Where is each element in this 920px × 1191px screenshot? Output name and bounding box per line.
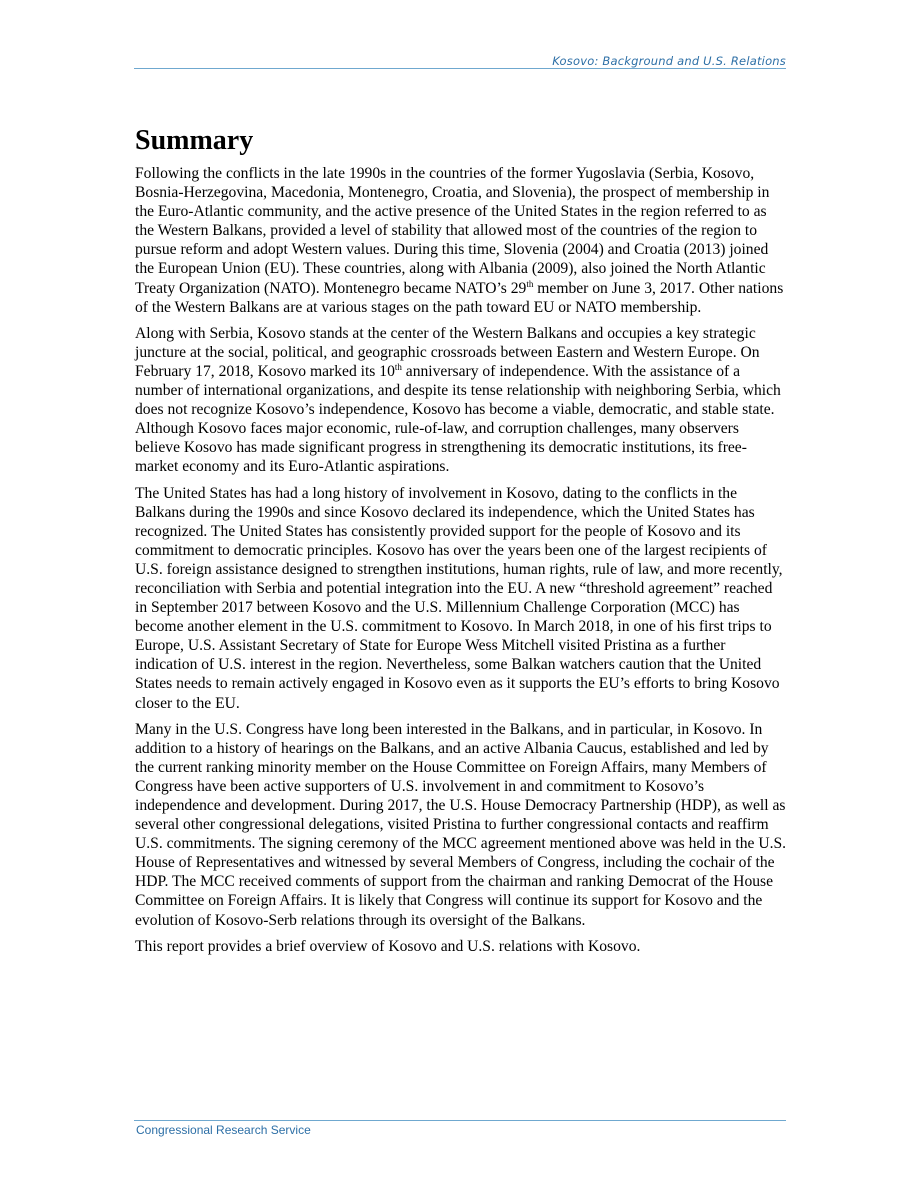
paragraph-2: [135, 324, 787, 477]
paragraph-5: This report provides a brief overview of Kosovo and U.S. relations with Kosovo.: [135, 937, 641, 955]
footer-publisher: Congressional Research Service: [136, 1123, 311, 1137]
header-divider: [134, 68, 786, 69]
paragraph-2-text-a: Along with Serbia, Kosovo stands at the center of the Western Balkans and occupies a key strategic juncture at the social, political, and geographic crossroads between Eastern and Western Europe. On February 17, 2018, Kosovo marked its 10: [135, 324, 760, 380]
summary-section: [135, 124, 787, 963]
paragraph-1-text-a: Following the conflicts in the late 1990s in the countries of the former Yugoslavia (Serbia, Kosovo, Bosnia-Herzegovina, Macedonia, Montenegro, Croatia, and Slovenia), the prospect of membership in the Euro-Atlantic community, and the active presence of the United States in the region referred to as the Western Balkans, provided a level of stability that allowed most of the countries of the region to pursue reform and adopt Western values. During this time, Slovenia (2004) and Croatia (2013) joined the European Union (EU). These countries, along with Albania (2009), also joined the North Atlantic Treaty Organization (NATO). Montenegro became NATO’s 29: [135, 165, 770, 297]
paragraph-2-ordinal-suffix: th: [394, 361, 402, 372]
footer-divider: [134, 1120, 786, 1121]
paragraph-2-text-b: anniversary of independence. With the assistance of a number of international organizations, and despite its tense relationship with neighboring Serbia, which does not recognize Kosovo’s independence, Kosovo has become a viable, democratic, and stable state. Although Kosovo faces major economic, rule-of-law, and corruption challenges, many observers believe Kosovo has made significant progress in strengthening its democratic institutions, its free-market economy and its Euro-Atlantic aspirations.: [135, 362, 781, 476]
paragraph-1-text-b: member on June 3, 2017. Other nations of the Western Balkans are at various stages on the path toward EU or NATO membership.: [135, 279, 784, 316]
paragraph-3: The United States has had a long history of involvement in Kosovo, dating to the conflicts in the Balkans during the 1990s and since Kosovo declared its independence, which the United States has recognized. The United States has consistently provided support for the people of Kosovo and its commitment to democratic principles. Kosovo has over the years been one of the largest recipients of U.S. foreign assistance designed to strengthen institutions, human rights, rule of law, and more recently, reconciliation with Serbia and potential integration into the EU. A new “threshold agreement” reached in September 2017 between Kosovo and the U.S. Millennium Challenge Corporation (MCC) has become another element in the U.S. commitment to Kosovo. In March 2018, in one of his first trips to Europe, U.S. Assistant Secretary of State for Europe Wess Mitchell visited Pristina as a further indication of U.S. interest in the region. Nevertheless, some Balkan watchers caution that the United States needs to remain actively engaged in Kosovo even as it supports the EU’s efforts to bring Kosovo closer to the EU.: [135, 484, 783, 712]
running-header-title: Kosovo: Background and U.S. Relations: [552, 54, 786, 68]
paragraph-4: Many in the U.S. Congress have long been interested in the Balkans, and in particular, in Kosovo. In addition to a history of hearings on the Balkans, and an active Albania Caucus, established and led by the current ranking minority member on the House Committee on Foreign Affairs, many Members of Congress have been active supporters of U.S. involvement in and commitment to Kosovo’s independence and development. During 2017, the U.S. House Democracy Partnership (HDP), as well as several other congressional delegations, visited Pristina to further congressional contacts and reaffirm U.S. commitments. The signing ceremony of the MCC agreement mentioned above was held in the U.S. House of Representatives and witnessed by several Members of Congress, including the cochair of the HDP. The MCC received comments of support from the chairman and ranking Democrat of the House Committee on Foreign Affairs. It is likely that Congress will continue its support for Kosovo and the evolution of Kosovo-Serb relations through its oversight of the Balkans.: [135, 720, 787, 929]
paragraph-1: [135, 164, 787, 317]
section-heading: Summary: [135, 125, 254, 156]
paragraph-1-ordinal-suffix: th: [526, 278, 534, 289]
